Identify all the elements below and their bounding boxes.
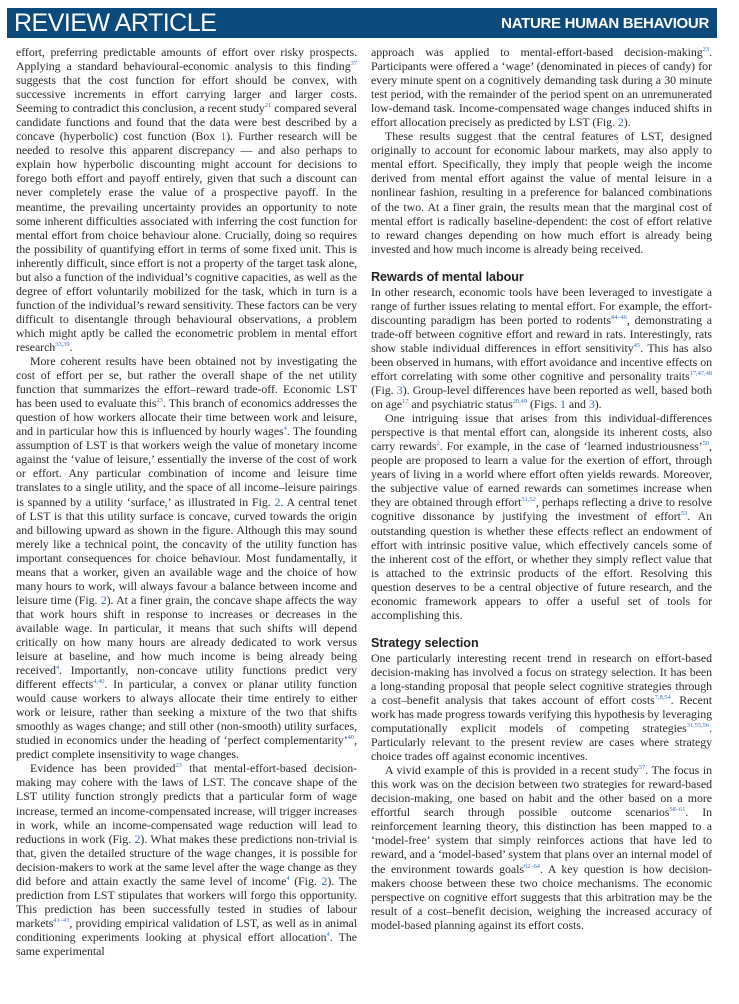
text-run: (Fig. [289,873,322,888]
citation-link[interactable]: 40 [347,734,355,742]
body-paragraph [16,45,357,354]
citation-link[interactable]: 33,39 [55,340,70,348]
text-run: . This branch of economics addresses the question of how workers allocate their time between work and leisure, and in particular how this is influenced by hourly wages [16,396,357,439]
text-run: These results suggest that the central features of LST, designed originally to account for economic labour markets, may also apply to mental effort. Specifically, they imply that people weigh the income derived from mental effort against the value of mental leisure in a nonlinear fashion, resulting in a preference for balanced combinations of the two. At a finer grain, the results mean that the marginal cost of mental effort is radically baseline-dependent: the cost of effort relative to reward changes depending on how much effort is already being invested and how much income is already being received. [371,129,712,256]
citation-link[interactable]: 53 [680,510,688,518]
text-run: approach was applied to mental-effort-based decision-making [371,45,703,59]
section-heading: Strategy selection [371,635,479,650]
text-run: . Recent work has made progress towards verifying this hypothesis by leveraging computationally explicit models of competing strategies [371,692,712,736]
text-run: . [69,339,73,354]
citation-link[interactable]: 31,55,56 [686,722,710,730]
text-run: suggests that the cost function for effort should be convex, with successive increments in effort carrying larger and larger costs. Seeming to contradict this conclusion, a recent study [16,73,357,116]
body-paragraph [371,763,712,932]
text-run: . Participants were offered a ‘wage’ (denominated in pieces of candy) for every minute spent on a cognitively demanding task during a 30 minute test period, with the remainder of the period spent on an unremunerated low-demand task. Income-compensated wage changes induced shifts in effort allocation precisely as predicted by LST (Fig. [371,45,712,130]
text-run: More coherent results have been obtained not by investigating the cost of effort per se, but rather the overall shape of the net utility function that summarizes the effort–reward trade-off. Economic LST has been used to evaluate this [16,354,357,411]
body-paragraph [16,761,357,958]
figure-reference-link[interactable]: 3 [588,397,595,412]
body-paragraph [16,354,357,761]
text-run: , perhaps reflecting a drive to resolve cognitive dissonance by justifying the investment of effort [371,495,713,524]
citation-link[interactable]: 50 [702,440,710,448]
text-run: ). [594,397,602,412]
citation-link[interactable]: 44–46 [610,313,627,321]
body-paragraph [371,411,712,622]
body-paragraph [371,129,712,255]
text-run: compared several candidate functions and found that the data were best described by a concave (hyperbolic) cost function (Box [16,101,357,144]
text-run: ). Further research will be needed to resolve this apparent discrepancy — and also perhaps to explain how hyperbolic discounting might account for decisions to forego both effort and payoff entirely, given that such a discount can never completely erase the value of a prospective payoff. In the meantime, the prevailing uncertainty provides an opportunity to note some inherent difficulties associated with inferring the cost function for mental effort from choice behaviour alone. Crucially, doing so requires the possibility of quantifying effort in terms of some fixed unit. This is inherently difficult, since effort is not a property of the target task alone, but also a function of the individual’s cognitive capacities, as well as the degree of effort voluntarily mobilized for the task, which in turn is a function of the individual’s reward sensitivity. These factors can be very difficult to disentangle through behavioural observations, a problem which might aptly be called the econometric problem in mental effort research [16,129,358,354]
citation-link[interactable]: 4,40 [93,678,105,686]
text-run: . An outstanding question is whether these effects reflect an endowment of effort with intrinsic positive value, which effectively cancels some of the inherent cost of the effort, or whether they simply reflect value that is attached to the extrinsic products of the effort. Resolving this question deserves to be a central objective of future research, and the economic framework appears to offer a useful set of tools for accomplishing this. [371,509,713,622]
text-run: One intriguing issue that arises from this individual-differences perspective is that mental effort can, alongside its inherent costs, also carry rewards [371,411,712,454]
text-run: ). Group-level differences have been reported as well, based both on age [371,383,712,412]
right-column [371,45,712,932]
text-run: A vivid example of this is provided in a recent study [385,763,639,778]
section-label: REVIEW ARTICLE [14,9,217,37]
text-run: , people are proposed to learn a value for the exertion of effort, through years of living in a world where effort often yields rewards. Moreover, the subjective value of earned rewards can sometimes increase when they are obtained through effort [371,439,712,510]
text-run: . This has also been observed in humans, with effort avoidance and incentive effects on effort correlating with some other cognitive and personality traits [371,340,712,383]
citation-link[interactable]: 45 [633,341,641,349]
section-heading: Rewards of mental labour [371,269,524,284]
text-run: ). The prediction from LST stipulates that workers will forgo this opportunity. This prediction has been successfully tested in studies of labour markets [16,873,357,930]
citation-link[interactable]: 4 [283,425,287,433]
citation-link[interactable]: 37 [350,60,357,68]
text-run: Evidence has been provided [30,761,176,776]
citation-link[interactable]: 51,52 [521,496,536,504]
text-run: . In reinforcement learning theory, this distinction has been mapped to a ‘model-free’ system that simply reinforces actions that have led to reward, and a ‘model-based’ system that plans over an internal model of the environment towards goals [371,805,712,876]
text-run: , predict complete insensitivity to wage changes. [16,733,357,762]
text-run: effort, preferring predictable amounts of effort over risky prospects. Applying a standard behavioural-economic analysis to this finding [16,45,357,74]
text-run: and psychiatric status [408,397,513,412]
text-run: (Figs. [527,397,561,412]
citation-link[interactable]: 4 [326,930,330,938]
page-header [7,8,717,38]
text-run: . In particular, a convex or planar utility function would cause workers to always allocate their time entirely to either work or leisure, rather than seeking a mixture of the two that shifts smoothly as wages change; and still other (non-smooth) utility surfaces, studied in economics under the heading of ‘perfect complementarity’ [16,677,358,748]
text-run: . Particularly relevant to the present review are cases where strategy choice trades off against economic incentives. [371,721,712,764]
citation-link[interactable]: 17,47,48 [689,369,712,377]
text-run: In other research, economic tools have been leveraged to investigate a range of further issues relating to mental effort. For example, the effort-discounting paradigm has been ported to rodents [371,284,712,327]
citation-link[interactable]: 2 [436,440,440,448]
figure-reference-link[interactable]: 1 [560,397,566,412]
citation-link[interactable]: 4 [286,874,290,882]
figure-reference-link[interactable]: 3 [396,383,403,398]
text-run: and [565,397,589,412]
text-run: , providing empirical validation of LST, as well as in animal conditioning experiments looking at physical effort allocation [16,915,357,944]
text-run: . A key question is how decision-makers choose between these two choice mechanisms. The economic perspective on cognitive effort suggests that this arbitration may be the result of a cost–benefit decision, weighing the increased accuracy of model-based planning against its effort costs. [371,861,712,932]
citation-link[interactable]: 23 [156,397,163,405]
body-paragraph [371,45,712,129]
text-run: , demonstrating a trade-off between cognitive effort and reward in rats. Interestingly, rats show stable individual differences in effort sensitivity [371,312,712,355]
citation-link[interactable]: 7,8,54 [654,693,671,701]
text-run: One particularly interesting recent trend in research on effort-based decision-making has involved a focus on strategy selection. It has been a long-standing proposal that people select cognitive strategies through a cost–benefit analysis that takes account of effort costs [371,650,712,707]
text-run: . The founding assumption of LST is that workers weigh the value of monetary income against the ‘value of leisure,’ essentially the inverse of the cost of work or effort. Any particular combination of income and leisure time translates to a single utility, and the space of all income–leisure pairings is spanned by a utility ‘surface,’ as illustrated in Fig. [16,424,357,509]
figure-reference-link[interactable]: 2 [321,873,328,888]
citation-link[interactable]: 23 [175,762,182,770]
citation-link[interactable]: 23 [702,46,710,53]
citation-link[interactable]: 17 [402,398,409,406]
text-run: ). [623,115,631,130]
citation-link[interactable]: 58–61 [669,806,686,814]
text-run: . The focus in this work was on the decision between two strategies for reward-based decision-making, one based on habit and the other based on a more effortful search through possible outcome scenarios [371,763,712,820]
figure-reference-link[interactable]: 2 [274,494,281,509]
citation-link[interactable]: 41–43 [53,916,70,924]
text-run: . Importantly, non-concave utility functions predict very different effects [16,663,357,692]
figure-reference-link[interactable]: 2 [617,115,624,130]
text-run: . The same experimental [16,929,358,958]
text-run: (Fig. [371,383,397,398]
figure-reference-link[interactable]: 1 [220,129,227,144]
text-run: . For example, in the case of ‘learned industriousness’ [439,439,703,454]
figure-reference-link[interactable]: 2 [100,592,107,607]
journal-name: NATURE HUMAN BEHAVIOUR [501,15,709,32]
text-run: that mental-effort-based decision-making may cohere with the laws of LST. The concave shape of the LST utility function strongly predicts that a particular form of wage increase, termed an income-compensated increase, will trigger increases in work, while an income-compensated wage reduction will lead to reductions in work (Fig. [16,761,358,846]
body-paragraph [371,285,712,411]
body-paragraph [371,651,712,763]
citation-link[interactable]: 4 [55,664,60,672]
text-run: ). At a finer grain, the concave shape affects the way that work hours shift in response to increases or decreases in the available wage. In particular, it means that such shifts will depend critically on how many hours are already dedicated to work versus leisure at baseline, and how much income is being already being received [16,592,357,678]
figure-reference-link[interactable]: 2 [134,831,141,846]
citation-link[interactable]: 21 [264,102,272,110]
citation-link[interactable]: 20,49 [512,398,528,406]
citation-link[interactable]: 57 [638,764,646,772]
text-run: . A central tenet of LST is that this utility surface is concave, curved towards the origin and billowing upward as shown in the figure. Although this may sound merely like a technical point, the concavity of the utility function has important consequences for choice behaviour. Most fundamentally, it means that a worker, given an available wage and the choice of how many hours to work, will always favour a balance between income and leisure time (Fig. [16,494,357,607]
left-column [16,45,357,958]
text-run: ). What makes these predictions non-trivial is that, given the detailed structure of the wage changes, it is possible for decision-makers to work at the same level after the wage change as they did before and attain exactly the same level of income [16,831,357,888]
citation-link[interactable]: 62–64 [523,862,540,870]
